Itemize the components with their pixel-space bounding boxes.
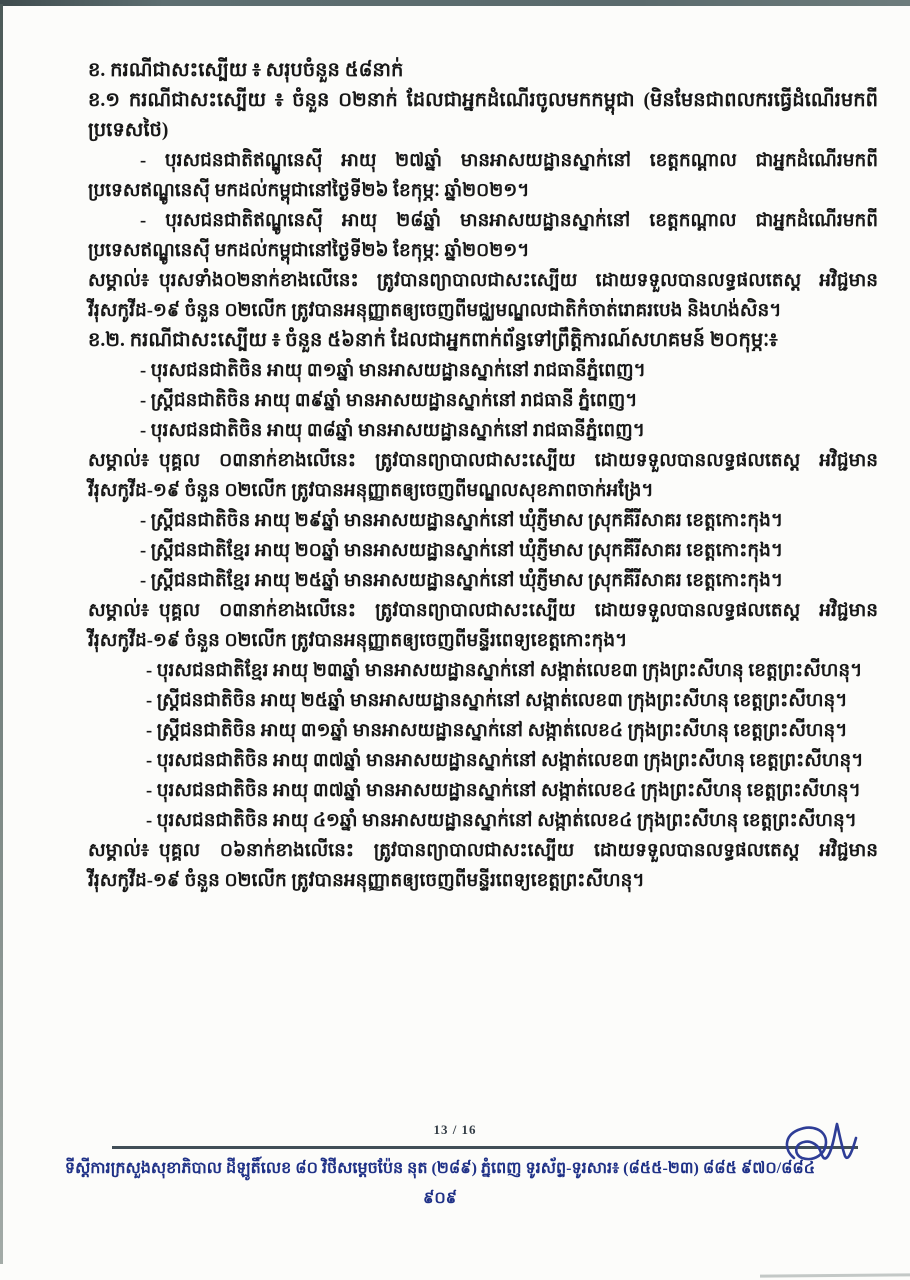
- ministry-address-footer: ទីស្តីការក្រសួងសុខាភិបាល ដីឡូតិ៍លេខ ៨០ វិថីសម្តេចប៉ែន នុត (២៨៩) ភ្នំពេញ ទូរស័ព្ទ-ទូរសារ៖ (៨៥៥-២៣) ៨៨៥ ៩៧០/៨៨៤ ៩០៩: [64, 1160, 816, 1207]
- note-lead: បុគ្គល: [158, 601, 220, 621]
- note-label: សម្គាល់៖: [88, 841, 149, 861]
- note-paragraph: [88, 596, 878, 656]
- note-count: ០៣នាក់: [219, 451, 278, 471]
- case-item: - បុរសជនជាតិឥណ្ឌូនេស៊ី អាយុ ២៧ឆ្នាំ មានអាសយដ្ឋានស្នាក់នៅ ខេត្តកណ្តាល ជាអ្នកដំណើរមកពីប្រទេសឥណ្ឌូនេស៊ី មកដល់កម្ពុជានៅថ្ងៃទី២៦ ខែកុម្ភៈ ឆ្នាំ២០២១។: [88, 151, 878, 201]
- case-item: - ស្ត្រីជនជាតិចិន អាយុ ៣១ឆ្នាំ មានអាសយដ្ឋានស្នាក់នៅ សង្កាត់លេខ៤ ក្រុងព្រះសីហនុ ខេត្តព្រះសីហនុ។: [146, 721, 848, 741]
- section-b-heading: ខ. ករណីជាសះស្បើយ ៖ សរុបចំនួន ៥៨នាក់: [88, 60, 404, 81]
- case-item: - បុរសជនជាតិចិន អាយុ ៣៧ឆ្នាំ មានអាសយដ្ឋានស្នាក់នៅ សង្កាត់លេខ៤ ក្រុងព្រះសីហនុ ខេត្តព្រះសីហនុ។: [146, 781, 861, 801]
- note-label: សម្គាល់៖: [88, 271, 149, 291]
- note-paragraph: [88, 836, 878, 896]
- note-label: សម្គាល់៖: [88, 601, 149, 621]
- note-count: ០៦នាក់: [219, 841, 276, 861]
- document-body: [88, 56, 878, 896]
- page-number: 13 / 16: [433, 1122, 477, 1137]
- section-b1-heading: ខ.១ ករណីជាសះស្បើយ ៖ ចំនួន ០២នាក់ ដែលជាអ្នកដំណើរចូលមកកម្ពុជា (មិនមែនជាពលករធ្វើដំណើរមកពីប្រទេសថៃ): [88, 90, 878, 141]
- note-paragraph: [88, 446, 878, 506]
- scan-edge-left: [0, 4, 3, 1264]
- note-lead: បុរសទាំង: [158, 271, 224, 291]
- note-label: សម្គាល់៖: [88, 451, 149, 471]
- case-item: - ស្ត្រីជនជាតិចិន អាយុ ២៩ឆ្នាំ មានអាសយដ្ឋានស្នាក់នៅ ឃុំភ្ញីមាស ស្រុកគីរីសាគរ ខេត្តកោះកុង។: [140, 511, 784, 531]
- section-b2-heading: ខ.២. ករណីជាសះស្បើយ ៖ ចំនួន ៥៦នាក់ ដែលជាអ្នកពាក់ព័ន្ធទៅព្រឹត្តិការណ៍សហគមន៍ ២០កុម្ភៈ៖: [88, 330, 778, 351]
- footer-rule: [112, 1146, 858, 1149]
- note-lead: បុគ្គល: [158, 451, 220, 471]
- case-item: - បុរសជនជាតិឥណ្ឌូនេស៊ី អាយុ ២៨ឆ្នាំ មានអាសយដ្ឋានស្នាក់នៅ ខេត្តកណ្តាល ជាអ្នកដំណើរមកពីប្រទេសឥណ្ឌូនេស៊ី មកដល់កម្ពុជានៅថ្ងៃទី២៦ ខែកុម្ភៈ ឆ្នាំ២០២១។: [88, 211, 878, 261]
- signature-initials-icon: [772, 1116, 872, 1198]
- note-paragraph: [88, 266, 878, 326]
- case-item: - បុរសជនជាតិចិន អាយុ ៣៨ឆ្នាំ មានអាសយដ្ឋានស្នាក់នៅ រាជធានីភ្នំពេញ។: [140, 421, 645, 441]
- note-lead: បុគ្គល: [158, 841, 220, 861]
- case-item: - បុរសជនជាតិខ្មែរ អាយុ ២៣ឆ្នាំ មានអាសយដ្ឋានស្នាក់នៅ សង្កាត់លេខ៣ ក្រុងព្រះសីហនុ ខេត្តព្រះសីហនុ។: [146, 661, 863, 681]
- note-text: ខាងលើនេះ ត្រូវបានព្យាបាលជាសះស្បើយ ដោយទទួលបានលទ្ធផលតេស្ត អវិជ្ជមានវីរុសកូវីដ-១៩ ចំនួន ០២លើក ត្រូវបានអនុញ្ញាតឲ្យចេញពីមន្ទីរពេទ្យខេត្តកោះកុង។: [88, 601, 878, 651]
- case-item: - ស្ត្រីជនជាតិចិន អាយុ ៣៩ឆ្នាំ មានអាសយដ្ឋានស្នាក់នៅ រាជធានី ភ្នំពេញ។: [140, 391, 638, 411]
- case-item: - បុរសជនជាតិចិន អាយុ ៣៧ឆ្នាំ មានអាសយដ្ឋានស្នាក់នៅ សង្កាត់លេខ៣ ក្រុងព្រះសីហនុ ខេត្តព្រះសីហនុ។: [146, 751, 864, 771]
- scan-edge-bottom-right: [760, 1273, 910, 1277]
- case-item: - បុរសជនជាតិចិន អាយុ ៣១ឆ្នាំ មានអាសយដ្ឋានស្នាក់នៅ រាជធានីភ្នំពេញ។: [140, 361, 646, 381]
- note-count: ០៣នាក់: [219, 601, 278, 621]
- note-text: ខាងលើនេះ ត្រូវបានព្យាបាលជាសះស្បើយ ដោយទទួលបានលទ្ធផលតេស្ត អវិជ្ជមានវីរុសកូវីដ-១៩ ចំនួន ០២លើក ត្រូវបានអនុញ្ញាតឲ្យចេញពីមណ្ឌលសុខភាពចាក់អង្រែ។: [88, 451, 878, 501]
- scan-edge-top: [0, 0, 910, 6]
- case-item: - ស្ត្រីជនជាតិខ្មែរ អាយុ ២០ឆ្នាំ មានអាសយដ្ឋានស្នាក់នៅ ឃុំភ្ញីមាស ស្រុកគីរីសាគរ ខេត្តកោះកុង។: [140, 541, 784, 561]
- case-item: - ស្ត្រីជនជាតិចិន អាយុ ២៥ឆ្នាំ មានអាសយដ្ឋានស្នាក់នៅ សង្កាត់លេខ៣ ក្រុងព្រះសីហនុ ខេត្តព្រះសីហនុ។: [146, 691, 848, 711]
- case-item: - បុរសជនជាតិចិន អាយុ ៤១ឆ្នាំ មានអាសយដ្ឋានស្នាក់នៅ សង្កាត់លេខ៤ ក្រុងព្រះសីហនុ ខេត្តព្រះសីហនុ។: [146, 811, 857, 831]
- note-text: ខាងលើនេះ ត្រូវបានព្យាបាលជាសះស្បើយ ដោយទទួលបានលទ្ធផលតេស្ត អវិជ្ជមានវីរុសកូវីដ-១៩ ចំនួន ០២លើក ត្រូវបានអនុញ្ញាតឲ្យចេញពីមន្ទីរពេទ្យខេត្តព្រះសីហនុ។: [88, 841, 878, 891]
- note-text: ខាងលើនេះ ត្រូវបានព្យាបាលជាសះស្បើយ ដោយទទួលបានលទ្ធផលតេស្ត អវិជ្ជមានវីរុសកូវីដ-១៩ ចំនួន ០២លើក ត្រូវបានអនុញ្ញាតឲ្យចេញពីមជ្ឈមណ្ឌលជាតិកំចាត់រោគរបេង និងហង់សិន។: [88, 271, 878, 321]
- note-count: ០២នាក់: [223, 271, 281, 291]
- case-item: - ស្ត្រីជនជាតិខ្មែរ អាយុ ២៥ឆ្នាំ មានអាសយដ្ឋានស្នាក់នៅ ឃុំភ្ញីមាស ស្រុកគីរីសាគរ ខេត្តកោះកុង។: [140, 571, 784, 591]
